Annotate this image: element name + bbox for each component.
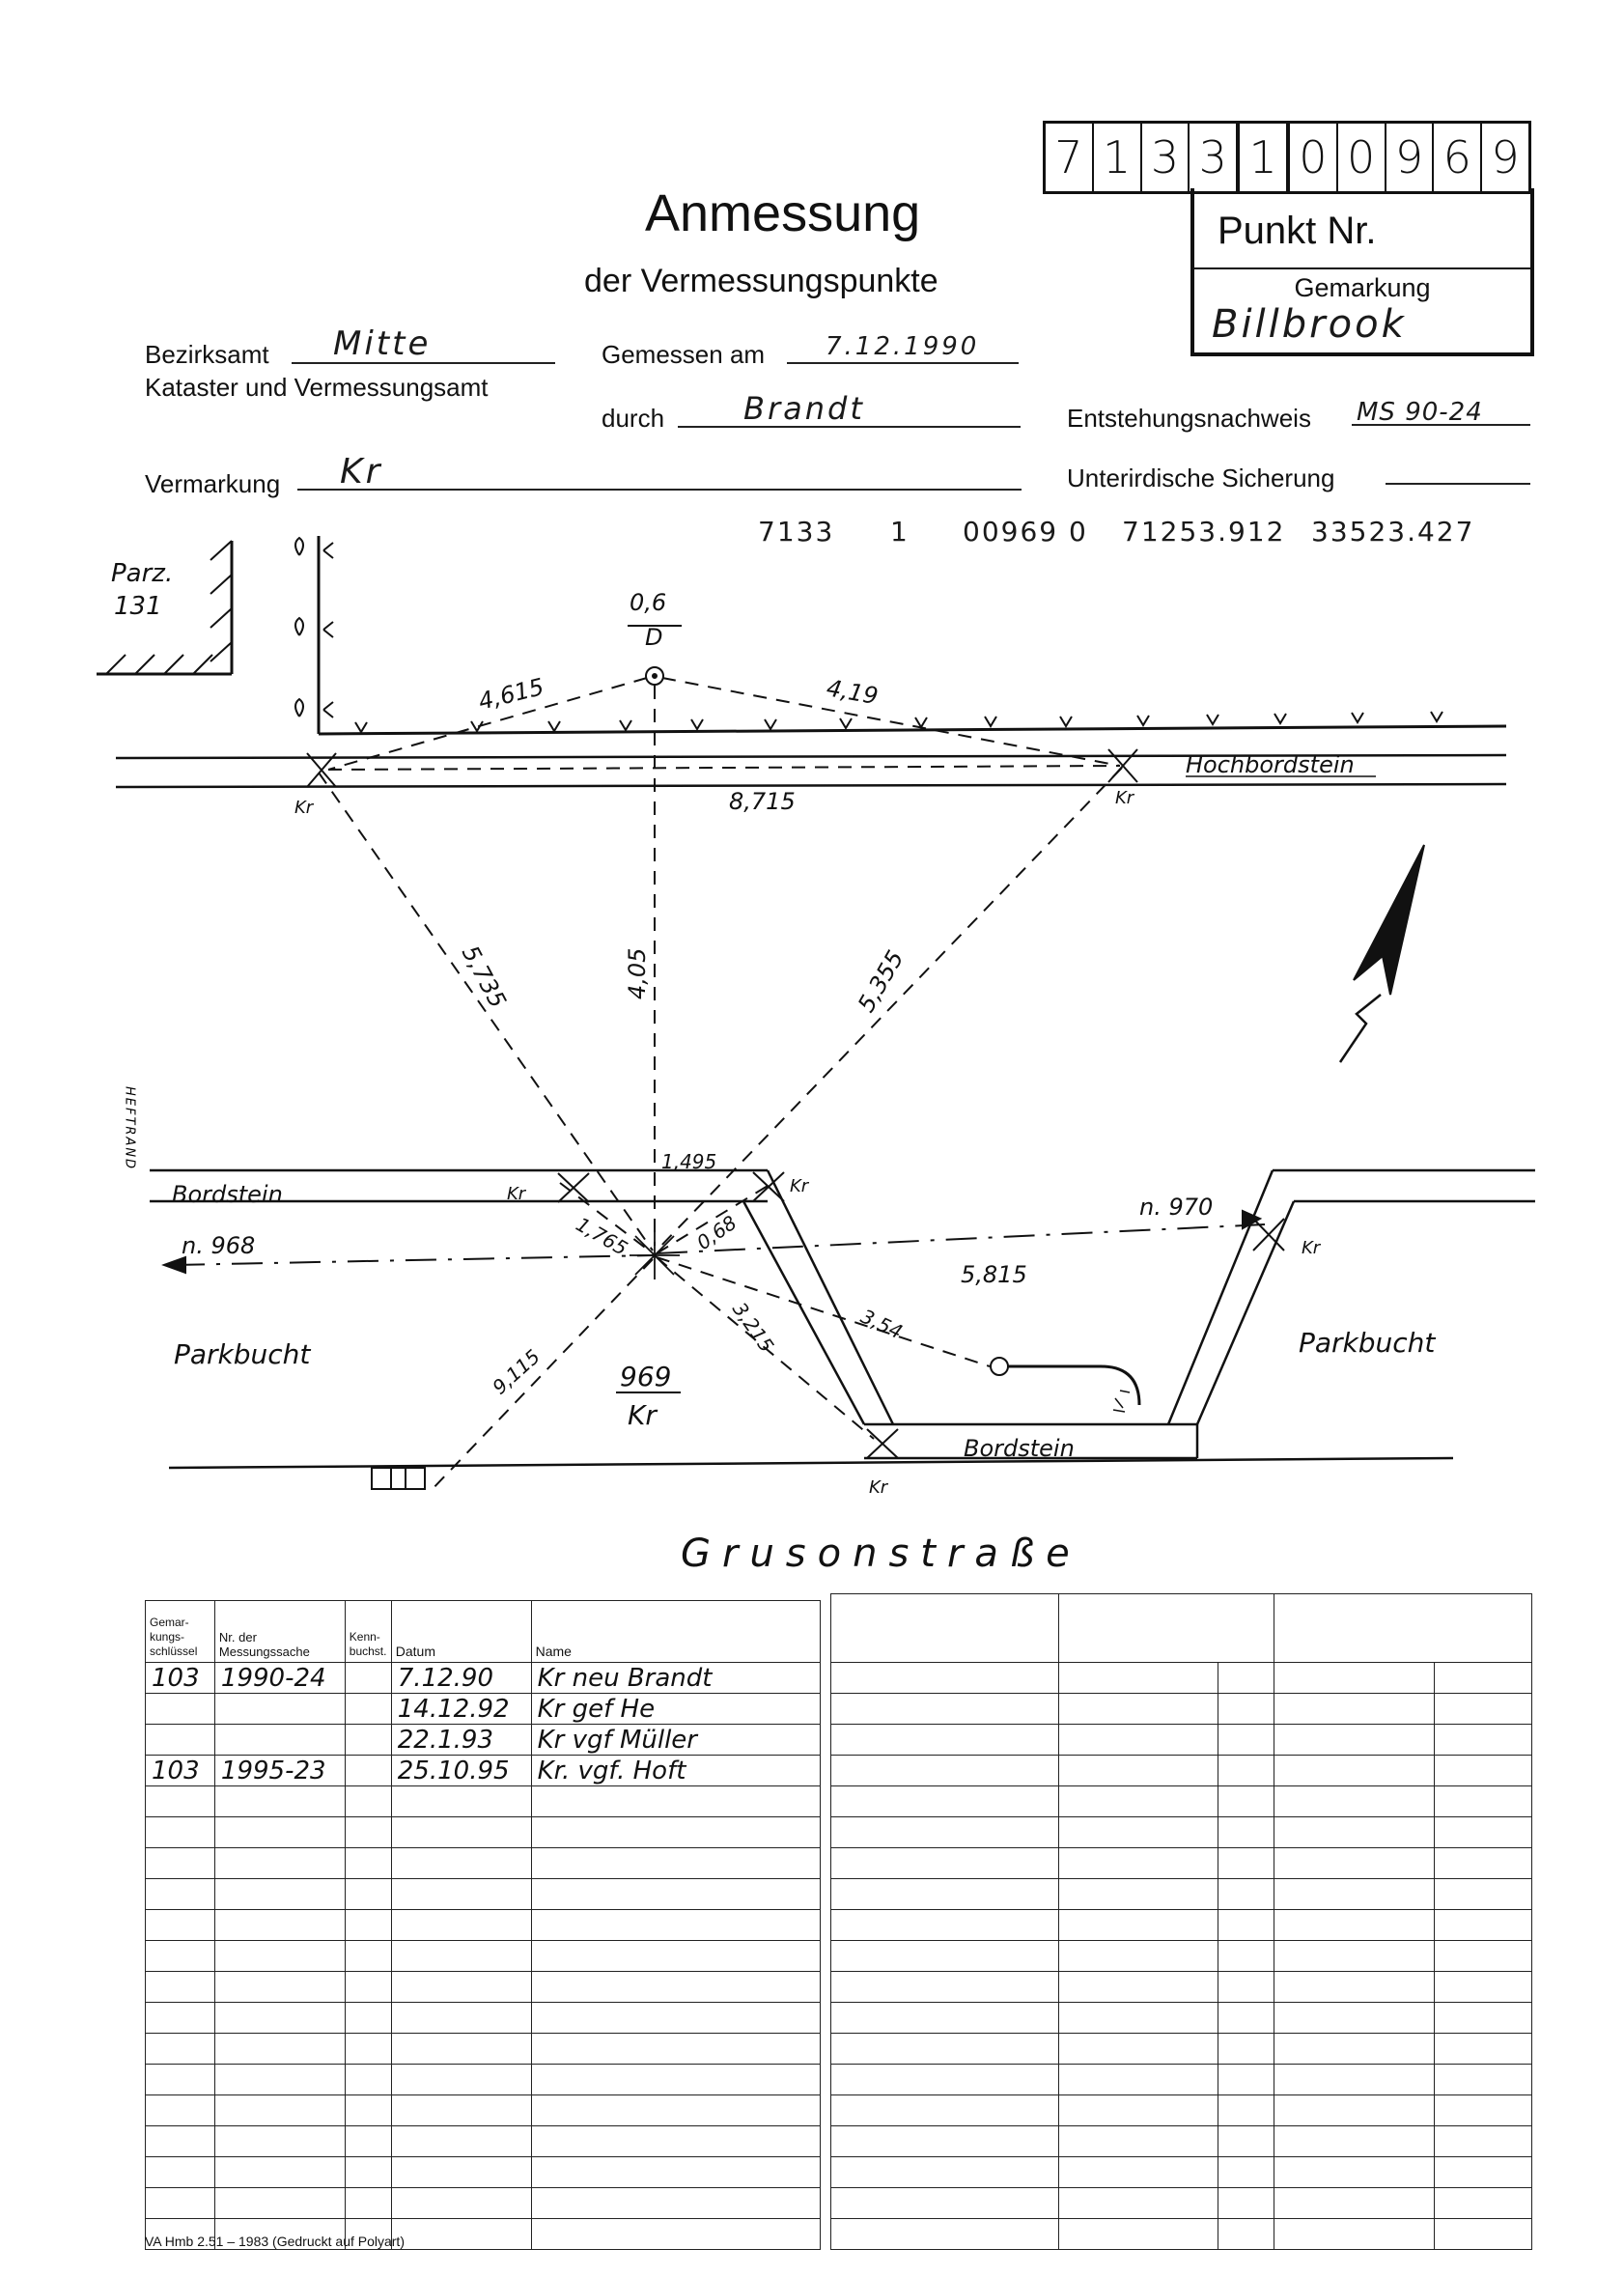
table-cell: [1058, 1756, 1218, 1786]
table-cell: [1435, 1817, 1532, 1848]
table-row: [831, 2126, 1532, 2157]
distance-label: 1,495: [661, 1150, 717, 1173]
column-header: Name: [531, 1601, 820, 1663]
digit: 0: [1338, 124, 1386, 191]
table-cell: [1435, 2095, 1532, 2126]
table-cell: [1058, 2157, 1218, 2188]
table-cell: [345, 2157, 391, 2188]
table-row: [146, 1848, 821, 1879]
point-letter: D: [645, 624, 663, 651]
table-cell: [391, 1848, 531, 1879]
coordinate-part4: 0: [1069, 516, 1089, 548]
distance-label: 4,19: [824, 674, 881, 711]
table-cell: [831, 1910, 1059, 1941]
coordinate-x: 71253.912: [1122, 516, 1286, 548]
table-cell: [1218, 2157, 1274, 2188]
table-cell: [1218, 2065, 1274, 2095]
table-cell: [1435, 1725, 1532, 1756]
table-cell: [146, 1941, 215, 1972]
table-cell: [1058, 1725, 1218, 1756]
table-cell: [831, 1879, 1059, 1910]
table-row: [831, 2065, 1532, 2095]
table-cell: [146, 2034, 215, 2065]
table-cell: Kr neu Brandt: [531, 1663, 820, 1694]
table-cell: [1058, 2219, 1218, 2250]
table-cell: [146, 1817, 215, 1848]
table-cell: 1990-24: [214, 1663, 345, 1694]
distance-label: 8,715: [729, 788, 796, 815]
table-cell: [1274, 1663, 1435, 1694]
digit: 1: [1094, 124, 1142, 191]
table-row: [831, 2034, 1532, 2065]
table-cell: [1058, 1941, 1218, 1972]
table-cell: [345, 1972, 391, 2003]
table-cell: [1058, 2065, 1218, 2095]
table-cell: [831, 2065, 1059, 2095]
page-subtitle: der Vermessungspunkte: [584, 263, 938, 299]
table-cell: [1218, 1817, 1274, 1848]
table-cell: [531, 1910, 820, 1941]
table-row: [831, 2095, 1532, 2126]
table-cell: [531, 2157, 820, 2188]
table-cell: [146, 2126, 215, 2157]
table-cell: [345, 1756, 391, 1786]
table-cell: [531, 2188, 820, 2219]
table-row: [831, 1786, 1532, 1817]
table-cell: [146, 1848, 215, 1879]
unterirdisch-label: Unterirdische Sicherung: [1067, 464, 1335, 492]
table-cell: [391, 2095, 531, 2126]
table-row: [831, 1910, 1532, 1941]
table-cell: [1058, 1972, 1218, 2003]
table-cell: [345, 1817, 391, 1848]
parcel-number: 131: [114, 592, 162, 621]
table-cell: [146, 2065, 215, 2095]
distance-label: 0,68: [692, 1210, 742, 1255]
table-row: [146, 1817, 821, 1848]
table-cell: [1435, 1694, 1532, 1725]
table-cell: 22.1.93: [391, 1725, 531, 1756]
table-cell: [1435, 1879, 1532, 1910]
durch-value: Brandt: [743, 390, 865, 427]
table-row: [146, 1910, 821, 1941]
table-cell: [531, 1848, 820, 1879]
table-cell: [1218, 1756, 1274, 1786]
distance-label: 3,215: [727, 1298, 779, 1357]
table-cell: [391, 2003, 531, 2034]
table-cell: [214, 2034, 345, 2065]
table-cell: [1058, 1817, 1218, 1848]
table-cell: Kr vgf Müller: [531, 1725, 820, 1756]
table-cell: [214, 2126, 345, 2157]
gemessen-label: Gemessen am: [602, 340, 766, 369]
table-row: [831, 1941, 1532, 1972]
table-cell: [1274, 2003, 1435, 2034]
table-row: [146, 2003, 821, 2034]
table-cell: [391, 2157, 531, 2188]
table-row: [831, 1817, 1532, 1848]
table-cell: [1218, 1663, 1274, 1694]
table-cell: [1274, 1910, 1435, 1941]
table-cell: [531, 2065, 820, 2095]
register-table-continued: [830, 1593, 1532, 2250]
binding-margin-label: HEFTRAND: [122, 1086, 137, 1171]
kataster-label: Kataster und Vermessungsamt: [145, 373, 489, 402]
table-cell: 103: [146, 1663, 215, 1694]
register-table: [145, 1600, 821, 2250]
table-cell: [1218, 2188, 1274, 2219]
table-cell: [1274, 1817, 1435, 1848]
table-cell: [214, 2065, 345, 2095]
coordinate-part1: 7133: [758, 516, 835, 548]
kr-label: Kr: [1115, 788, 1134, 808]
table-cell: [831, 1756, 1059, 1786]
table-cell: [146, 1972, 215, 2003]
distance-label: 3,54: [856, 1304, 907, 1344]
table-row: [831, 1756, 1532, 1786]
table-row: [831, 2219, 1532, 2250]
kr-label: Kr: [1302, 1238, 1321, 1258]
table-cell: [1218, 2126, 1274, 2157]
table-cell: [1218, 2219, 1274, 2250]
table-cell: [1435, 1848, 1532, 1879]
table-cell: [214, 1786, 345, 1817]
table-cell: [146, 1910, 215, 1941]
table-cell: [391, 2219, 531, 2250]
table-cell: [1218, 2095, 1274, 2126]
table-cell: [531, 2126, 820, 2157]
table-cell: [1435, 2003, 1532, 2034]
table-cell: [831, 1817, 1059, 1848]
digit: 9: [1386, 124, 1435, 191]
table-cell: [831, 2034, 1059, 2065]
table-cell: [391, 2126, 531, 2157]
table-cell: [531, 2003, 820, 2034]
table-cell: [531, 1786, 820, 1817]
table-cell: [831, 1941, 1059, 1972]
table-row: [831, 2157, 1532, 2188]
table-cell: [214, 1725, 345, 1756]
table-cell: [214, 1694, 345, 1725]
curb-label-top: Hochbordstein: [1186, 751, 1355, 778]
table-row: [831, 1848, 1532, 1879]
table-cell: [1058, 1910, 1218, 1941]
distance-label: 1,765: [572, 1212, 632, 1260]
form-footer: VA Hmb 2.51 – 1983 (Gedruckt auf Polyart): [145, 2234, 405, 2249]
kr-label: Kr: [507, 1184, 526, 1204]
table-cell: [1435, 2157, 1532, 2188]
table-cell: [531, 2034, 820, 2065]
table-cell: [1058, 2003, 1218, 2034]
distance-label: 5,815: [961, 1261, 1027, 1288]
table-cell: [1274, 1756, 1435, 1786]
distance-label: 5,355: [852, 945, 910, 1017]
street-name: Grusonstraße: [681, 1532, 1081, 1576]
table-cell: [1274, 1848, 1435, 1879]
table-cell: [1274, 1694, 1435, 1725]
column-header: Nr. der Messungssache: [214, 1601, 345, 1663]
digit: 3: [1142, 124, 1190, 191]
bezirksamt-label: Bezirksamt: [145, 340, 269, 369]
table-cell: [345, 2095, 391, 2126]
table-cell: [831, 2157, 1059, 2188]
table-row: [831, 2188, 1532, 2219]
table-cell: [146, 2157, 215, 2188]
table-cell: [214, 2095, 345, 2126]
distance-label: 4,615: [475, 673, 547, 716]
table-cell: [345, 2003, 391, 2034]
table-cell: [831, 2003, 1059, 2034]
gemessen-value: 7.12.1990: [826, 332, 980, 361]
table-cell: [345, 1910, 391, 1941]
table-cell: [1058, 2095, 1218, 2126]
table-cell: [1274, 1879, 1435, 1910]
table-cell: [214, 1848, 345, 1879]
table-row: [146, 1879, 821, 1910]
table-cell: [146, 1725, 215, 1756]
table-cell: [1274, 2095, 1435, 2126]
table-cell: [345, 2188, 391, 2219]
table-cell: [391, 1910, 531, 1941]
table-cell: [831, 1725, 1059, 1756]
table-cell: [391, 1786, 531, 1817]
table-cell: [531, 1972, 820, 2003]
table-cell: [146, 1694, 215, 1725]
table-cell: [345, 2126, 391, 2157]
table-cell: [391, 1817, 531, 1848]
table-cell: [1058, 2188, 1218, 2219]
table-cell: [831, 2219, 1059, 2250]
table-row: [146, 2065, 821, 2095]
table-cell: [1274, 2219, 1435, 2250]
table-row: [831, 1694, 1532, 1725]
table-cell: [345, 1941, 391, 1972]
table-cell: [345, 1848, 391, 1879]
table-cell: [531, 2219, 820, 2250]
parking-bay-label: Parkbucht: [1299, 1327, 1436, 1359]
table-cell: [345, 1694, 391, 1725]
table-row: [146, 1725, 821, 1756]
table-cell: [1435, 2065, 1532, 2095]
table-cell: [391, 2188, 531, 2219]
digit: 0: [1290, 124, 1338, 191]
table-cell: [214, 1941, 345, 1972]
table-row: [146, 1972, 821, 2003]
table-cell: 25.10.95: [391, 1756, 531, 1786]
table-cell: [1058, 2126, 1218, 2157]
digit: 7: [1046, 124, 1094, 191]
table-row: [831, 1725, 1532, 1756]
table-cell: [831, 2126, 1059, 2157]
table-cell: [831, 1972, 1059, 2003]
table-cell: [1435, 2188, 1532, 2219]
table-cell: [214, 2003, 345, 2034]
table-cell: [1274, 1725, 1435, 1756]
table-cell: [214, 2157, 345, 2188]
distance-label: 4,05: [624, 947, 651, 999]
table-cell: [1435, 1972, 1532, 2003]
point-height: 0,6: [630, 589, 667, 616]
table-cell: [345, 2065, 391, 2095]
coordinate-part3: 00969: [963, 516, 1059, 548]
table-cell: [146, 2188, 215, 2219]
entstehung-label: Entstehungsnachweis: [1067, 404, 1311, 433]
table-cell: 1995-23: [214, 1756, 345, 1786]
table-cell: [345, 1786, 391, 1817]
table-cell: [1274, 2034, 1435, 2065]
table-cell: [391, 1941, 531, 1972]
table-cell: [831, 2188, 1059, 2219]
kr-label: Kr: [294, 798, 314, 818]
table-row: [146, 2157, 821, 2188]
distance-label: 9,115: [488, 1344, 545, 1399]
table-cell: [1218, 1725, 1274, 1756]
table-cell: [831, 1848, 1059, 1879]
punkt-nr-label: Punkt Nr.: [1218, 210, 1377, 252]
table-cell: [1218, 1694, 1274, 1725]
table-cell: [214, 1910, 345, 1941]
table-cell: [1435, 1910, 1532, 1941]
distance-label: 5,735: [456, 941, 512, 1013]
table-cell: [1218, 1941, 1274, 1972]
parcel-label: Parz.: [111, 559, 174, 588]
kr-label: Kr: [869, 1477, 888, 1498]
table-cell: [1435, 1786, 1532, 1817]
table-cell: Kr gef He: [531, 1694, 820, 1725]
table-cell: [1435, 2126, 1532, 2157]
durch-label: durch: [602, 404, 665, 433]
table-cell: 103: [146, 1756, 215, 1786]
table-cell: [1058, 1786, 1218, 1817]
table-cell: [831, 2095, 1059, 2126]
column-header: Kenn-buchst.: [345, 1601, 391, 1663]
table-cell: [1274, 1786, 1435, 1817]
curb-label-left: Bordstein: [172, 1181, 283, 1208]
table-row: [146, 1756, 821, 1786]
coordinate-y: 33523.427: [1311, 516, 1475, 548]
table-row: [831, 1663, 1532, 1694]
table-cell: [1274, 2126, 1435, 2157]
curb-label-bay: Bordstein: [964, 1435, 1075, 1462]
table-cell: [1435, 2219, 1532, 2250]
table-cell: [1058, 1879, 1218, 1910]
table-cell: [391, 1879, 531, 1910]
table-cell: [1058, 1663, 1218, 1694]
entstehung-value: MS 90-24: [1357, 398, 1483, 427]
table-cell: [391, 1972, 531, 2003]
table-cell: [1218, 1786, 1274, 1817]
table-cell: [345, 1879, 391, 1910]
table-cell: [1435, 1756, 1532, 1786]
digit: 9: [1491, 131, 1520, 183]
table-cell: [1218, 1848, 1274, 1879]
gemarkung-value: Billbrook: [1212, 302, 1407, 347]
table-row: [831, 1879, 1532, 1910]
table-cell: [831, 1694, 1059, 1725]
table-cell: [1274, 1972, 1435, 2003]
table-row: [831, 2003, 1532, 2034]
table-row: [146, 1941, 821, 1972]
table-row: [146, 2126, 821, 2157]
table-cell: [1435, 1663, 1532, 1694]
table-cell: [146, 1786, 215, 1817]
point-kind-label: Kr: [628, 1399, 657, 1431]
digit: 1: [1240, 124, 1290, 191]
table-cell: [831, 1786, 1059, 1817]
column-header: Gemar-kungs-schlüssel: [146, 1601, 215, 1663]
table-row: [146, 2188, 821, 2219]
column-header: Datum: [391, 1601, 531, 1663]
table-cell: [1218, 2003, 1274, 2034]
table-cell: [146, 1879, 215, 1910]
table-cell: 14.12.92: [391, 1694, 531, 1725]
table-cell: [214, 1879, 345, 1910]
table-cell: [1274, 2188, 1435, 2219]
table-cell: [214, 1817, 345, 1848]
parking-bay-label: Parkbucht: [174, 1338, 311, 1370]
table-cell: [214, 1972, 345, 2003]
neighbour-point-label: n. 970: [1139, 1194, 1214, 1221]
table-cell: [1218, 1910, 1274, 1941]
table-cell: Kr. vgf. Hoft: [531, 1756, 820, 1786]
table-cell: [1058, 1848, 1218, 1879]
table-row: [146, 1694, 821, 1725]
bezirksamt-value: Mitte: [333, 324, 432, 363]
digit: 3: [1190, 124, 1240, 191]
table-row: [146, 2095, 821, 2126]
table-cell: [1058, 1694, 1218, 1725]
neighbour-point-label: n. 968: [182, 1232, 256, 1259]
table-cell: [345, 1663, 391, 1694]
table-cell: 7.12.90: [391, 1663, 531, 1694]
table-cell: [391, 2065, 531, 2095]
gemarkung-label: Gemarkung: [1294, 273, 1431, 302]
table-cell: [531, 1817, 820, 1848]
table-cell: [1218, 2034, 1274, 2065]
table-cell: [1218, 1879, 1274, 1910]
table-cell: [531, 1879, 820, 1910]
page-title: Anmessung: [645, 184, 921, 242]
table-cell: [345, 2034, 391, 2065]
table-cell: [1435, 2034, 1532, 2065]
vermarkung-label: Vermarkung: [145, 469, 281, 498]
table-cell: [214, 2188, 345, 2219]
table-cell: [1058, 2034, 1218, 2065]
kr-label: Kr: [790, 1176, 809, 1196]
coordinate-part2: 1: [890, 516, 910, 548]
table-cell: [1274, 1941, 1435, 1972]
point-number-label: 969: [620, 1361, 672, 1392]
table-cell: [391, 2034, 531, 2065]
table-cell: [146, 2003, 215, 2034]
table-cell: [1274, 2065, 1435, 2095]
table-row: [146, 1786, 821, 1817]
table-cell: [146, 2095, 215, 2126]
table-row: [146, 1663, 821, 1694]
table-cell: [831, 1663, 1059, 1694]
table-cell: [1274, 2157, 1435, 2188]
table-row: [831, 1972, 1532, 2003]
digit: 6: [1434, 124, 1482, 191]
table-row: [146, 2034, 821, 2065]
table-cell: [531, 2095, 820, 2126]
vermarkung-value: Kr: [340, 452, 383, 492]
table-cell: [1218, 1972, 1274, 2003]
table-cell: [1435, 1941, 1532, 1972]
table-cell: [345, 1725, 391, 1756]
table-cell: [531, 1941, 820, 1972]
